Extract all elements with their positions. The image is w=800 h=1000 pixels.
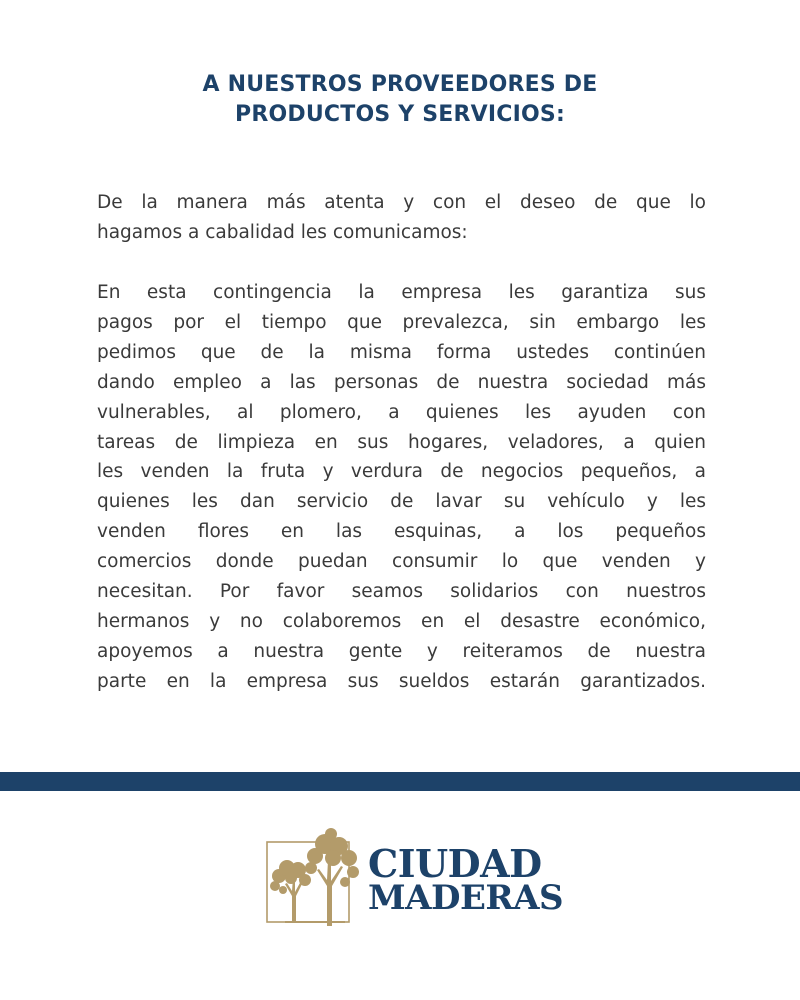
paragraph-line: pagos por el tiempo que prevalezca, sin embargo les bbox=[97, 311, 706, 333]
main-paragraph bbox=[97, 278, 706, 697]
trees-logo-icon bbox=[265, 826, 361, 930]
paragraph-line: hagamos a cabalidad les comunicamos: bbox=[97, 221, 468, 243]
paragraph-line: parte en la empresa sus sueldos estarán garantizados. bbox=[97, 670, 706, 692]
paragraph-line: vulnerables, al plomero, a quienes les ayuden con bbox=[97, 401, 706, 423]
paragraph-line: comercios donde puedan consumir lo que venden y bbox=[97, 551, 706, 573]
paragraph-line: En esta contingencia la empresa les garantiza sus bbox=[97, 282, 706, 303]
page-title bbox=[0, 70, 800, 130]
paragraph-line: dando empleo a las personas de nuestra sociedad más bbox=[97, 371, 706, 393]
paragraph-line: pedimos que de la misma forma ustedes continúen bbox=[97, 341, 706, 363]
paragraph-line: hermanos y no colaboremos en el desastre económico, bbox=[97, 610, 706, 632]
paragraph-line: apoyemos a nuestra gente y reiteramos de nuestra bbox=[97, 640, 706, 662]
paragraph-line: tareas de limpieza en sus hogares, veladores, a quien bbox=[97, 431, 706, 453]
paragraph-line: venden flores en las esquinas, a los pequeños bbox=[97, 521, 706, 543]
paragraph-line: les venden la fruta y verdura de negocios pequeños, a bbox=[97, 461, 706, 483]
ciudad-maderas-logo bbox=[265, 826, 564, 930]
title-line-2: PRODUCTOS Y SERVICIOS: bbox=[235, 102, 565, 127]
logo-wordmark-line-1: CIUDAD bbox=[368, 841, 542, 886]
paragraph-line: necesitan. Por favor seamos solidarios con nuestros bbox=[97, 581, 706, 603]
footer-band bbox=[0, 772, 800, 791]
paragraph-line: De la manera más atenta y con el deseo de que lo bbox=[97, 192, 706, 213]
title-line-1: A NUESTROS PROVEEDORES DE bbox=[202, 72, 598, 97]
intro-paragraph bbox=[97, 188, 706, 248]
paragraph-line: quienes les dan servicio de lavar su vehículo y les bbox=[97, 491, 706, 513]
logo-wordmark-line-2: MADERAS bbox=[368, 878, 564, 918]
